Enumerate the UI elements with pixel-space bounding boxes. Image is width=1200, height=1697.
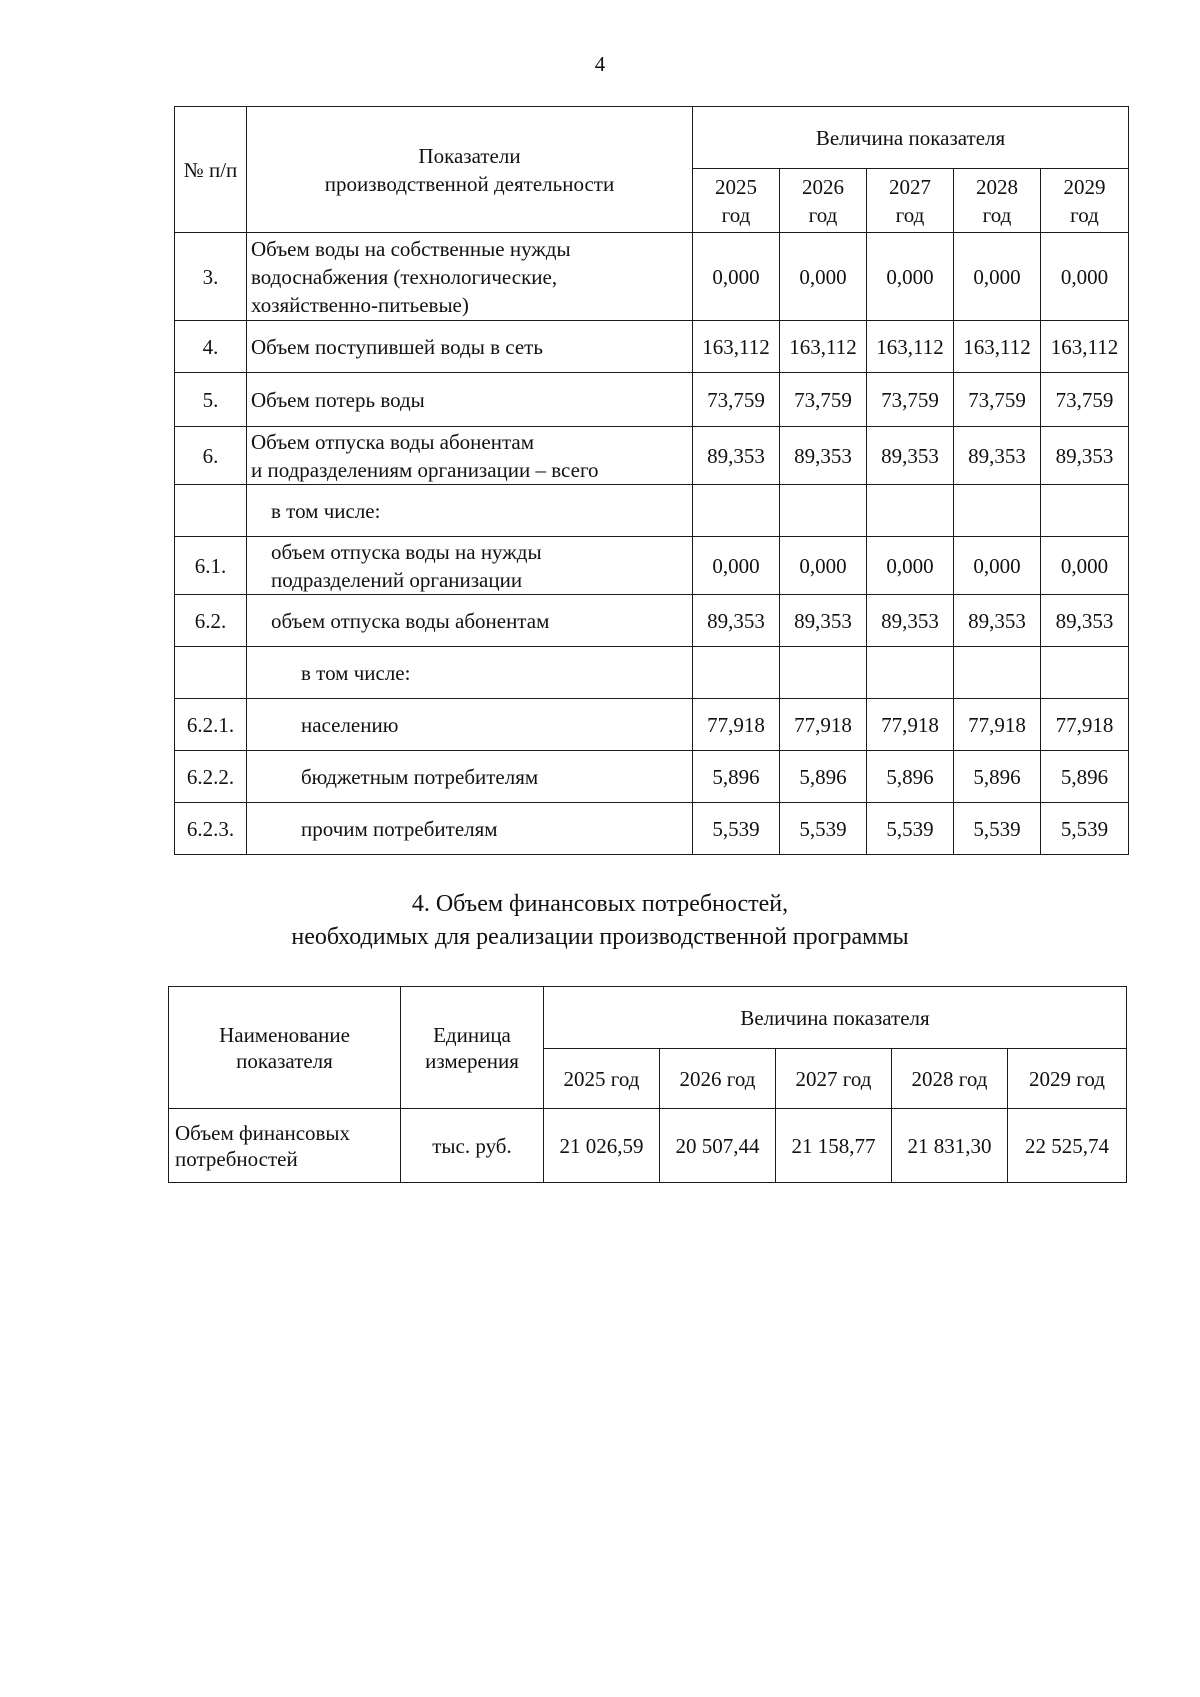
row-name: объем отпуска воды на нужды подразделений организации	[247, 537, 693, 595]
cell-value: 5,539	[693, 803, 780, 855]
row-name: Объем воды на собственные нужды водоснабжения (технологические, хозяйственно-питьевые)	[247, 233, 693, 321]
table-row	[175, 321, 1129, 373]
cell-value: 22 525,74	[1008, 1109, 1127, 1183]
header-name: Наименование показателя	[169, 987, 401, 1109]
cell-value	[867, 647, 954, 699]
cell-value: 89,353	[693, 595, 780, 647]
cell-value: 0,000	[954, 537, 1041, 595]
cell-value: 0,000	[954, 233, 1041, 321]
header-year-2028: 2028 год	[954, 169, 1041, 233]
header-year: 2025 год	[544, 1049, 660, 1109]
table-row	[175, 751, 1129, 803]
cell-value: 77,918	[1041, 699, 1129, 751]
table-row	[175, 233, 1129, 321]
production-indicators-table	[174, 106, 1129, 855]
row-num: 4.	[175, 321, 247, 373]
header-indicator-line2: производственной деятельности	[324, 171, 615, 196]
row-num	[175, 485, 247, 537]
cell-value: 0,000	[867, 537, 954, 595]
row-name: Объем потерь воды	[247, 373, 693, 427]
row-num: 6.	[175, 427, 247, 485]
row-name: объем отпуска воды абонентам	[247, 595, 693, 647]
header-num: № п/п	[175, 107, 247, 233]
cell-value: 21 158,77	[776, 1109, 892, 1183]
cell-value	[693, 647, 780, 699]
cell-value: 5,539	[1041, 803, 1129, 855]
cell-value: 163,112	[1041, 321, 1129, 373]
cell-value: 77,918	[693, 699, 780, 751]
cell-value: 20 507,44	[660, 1109, 776, 1183]
row-name: бюджетным потребителям	[247, 751, 693, 803]
section-title	[0, 888, 1200, 954]
row-num: 3.	[175, 233, 247, 321]
table-row	[175, 373, 1129, 427]
cell-value: 163,112	[954, 321, 1041, 373]
cell-value: 5,896	[867, 751, 954, 803]
cell-value	[780, 485, 867, 537]
cell-value: 5,539	[867, 803, 954, 855]
row-name: Объем финансовых потребностей	[169, 1109, 401, 1183]
row-name: прочим потребителям	[247, 803, 693, 855]
cell-value: 89,353	[954, 427, 1041, 485]
financial-needs-table	[168, 986, 1127, 1183]
cell-value	[867, 485, 954, 537]
cell-value: 0,000	[867, 233, 954, 321]
cell-value: 77,918	[780, 699, 867, 751]
cell-value: 0,000	[693, 537, 780, 595]
cell-value: 163,112	[867, 321, 954, 373]
cell-value	[954, 647, 1041, 699]
cell-value: 5,896	[780, 751, 867, 803]
row-num: 6.1.	[175, 537, 247, 595]
cell-value: 73,759	[867, 373, 954, 427]
cell-value: 89,353	[693, 427, 780, 485]
row-name: Объем поступившей воды в сеть	[247, 321, 693, 373]
table-row	[175, 647, 1129, 699]
row-name: в том числе:	[247, 485, 693, 537]
cell-value: 89,353	[780, 595, 867, 647]
cell-value: 21 831,30	[892, 1109, 1008, 1183]
cell-value: 5,896	[693, 751, 780, 803]
row-num	[175, 647, 247, 699]
table-row	[175, 537, 1129, 595]
header-year-2029: 2029 год	[1041, 169, 1129, 233]
cell-value: 89,353	[954, 595, 1041, 647]
cell-value: 0,000	[780, 537, 867, 595]
cell-value: 73,759	[780, 373, 867, 427]
row-num: 5.	[175, 373, 247, 427]
table-row	[175, 803, 1129, 855]
header-year-2026: 2026 год	[780, 169, 867, 233]
cell-value	[693, 485, 780, 537]
section-title-line1: 4. Объем финансовых потребностей,	[411, 891, 789, 917]
cell-value: 5,896	[1041, 751, 1129, 803]
cell-value: 89,353	[1041, 595, 1129, 647]
table-row	[175, 595, 1129, 647]
header-year-2025: 2025 год	[693, 169, 780, 233]
cell-value: 5,896	[954, 751, 1041, 803]
row-unit: тыс. руб.	[401, 1109, 544, 1183]
header-value: Величина показателя	[544, 987, 1127, 1049]
table-row	[175, 699, 1129, 751]
cell-value: 0,000	[1041, 537, 1129, 595]
row-num: 6.2.1.	[175, 699, 247, 751]
cell-value: 73,759	[1041, 373, 1129, 427]
cell-value: 163,112	[693, 321, 780, 373]
header-year: 2026 год	[660, 1049, 776, 1109]
cell-value: 5,539	[954, 803, 1041, 855]
cell-value: 0,000	[1041, 233, 1129, 321]
header-year: 2027 год	[776, 1049, 892, 1109]
cell-value	[780, 647, 867, 699]
header-value: Величина показателя	[693, 107, 1129, 169]
cell-value	[1041, 485, 1129, 537]
cell-value: 163,112	[780, 321, 867, 373]
page-number: 4	[594, 52, 606, 76]
row-name: населению	[247, 699, 693, 751]
row-num: 6.2.2.	[175, 751, 247, 803]
cell-value: 73,759	[693, 373, 780, 427]
header-year: 2029 год	[1008, 1049, 1127, 1109]
header-year-2027: 2027 год	[867, 169, 954, 233]
row-num: 6.2.	[175, 595, 247, 647]
cell-value	[954, 485, 1041, 537]
section-title-line2: необходимых для реализации производственной программы	[291, 924, 909, 950]
cell-value: 89,353	[867, 427, 954, 485]
cell-value: 77,918	[867, 699, 954, 751]
header-indicator	[247, 107, 693, 233]
cell-value: 21 026,59	[544, 1109, 660, 1183]
table-row	[169, 1109, 1127, 1183]
cell-value: 0,000	[780, 233, 867, 321]
cell-value: 5,539	[780, 803, 867, 855]
header-indicator-line1: Показатели	[418, 143, 521, 168]
cell-value: 73,759	[954, 373, 1041, 427]
row-name: Объем отпуска воды абонентам и подразделениям организации – всего	[247, 427, 693, 485]
header-year: 2028 год	[892, 1049, 1008, 1109]
row-name: в том числе:	[247, 647, 693, 699]
row-num: 6.2.3.	[175, 803, 247, 855]
cell-value: 89,353	[780, 427, 867, 485]
cell-value: 89,353	[867, 595, 954, 647]
table-row	[175, 427, 1129, 485]
cell-value: 0,000	[693, 233, 780, 321]
cell-value: 89,353	[1041, 427, 1129, 485]
header-unit: Единица измерения	[401, 987, 544, 1109]
cell-value: 77,918	[954, 699, 1041, 751]
table-row	[175, 485, 1129, 537]
cell-value	[1041, 647, 1129, 699]
